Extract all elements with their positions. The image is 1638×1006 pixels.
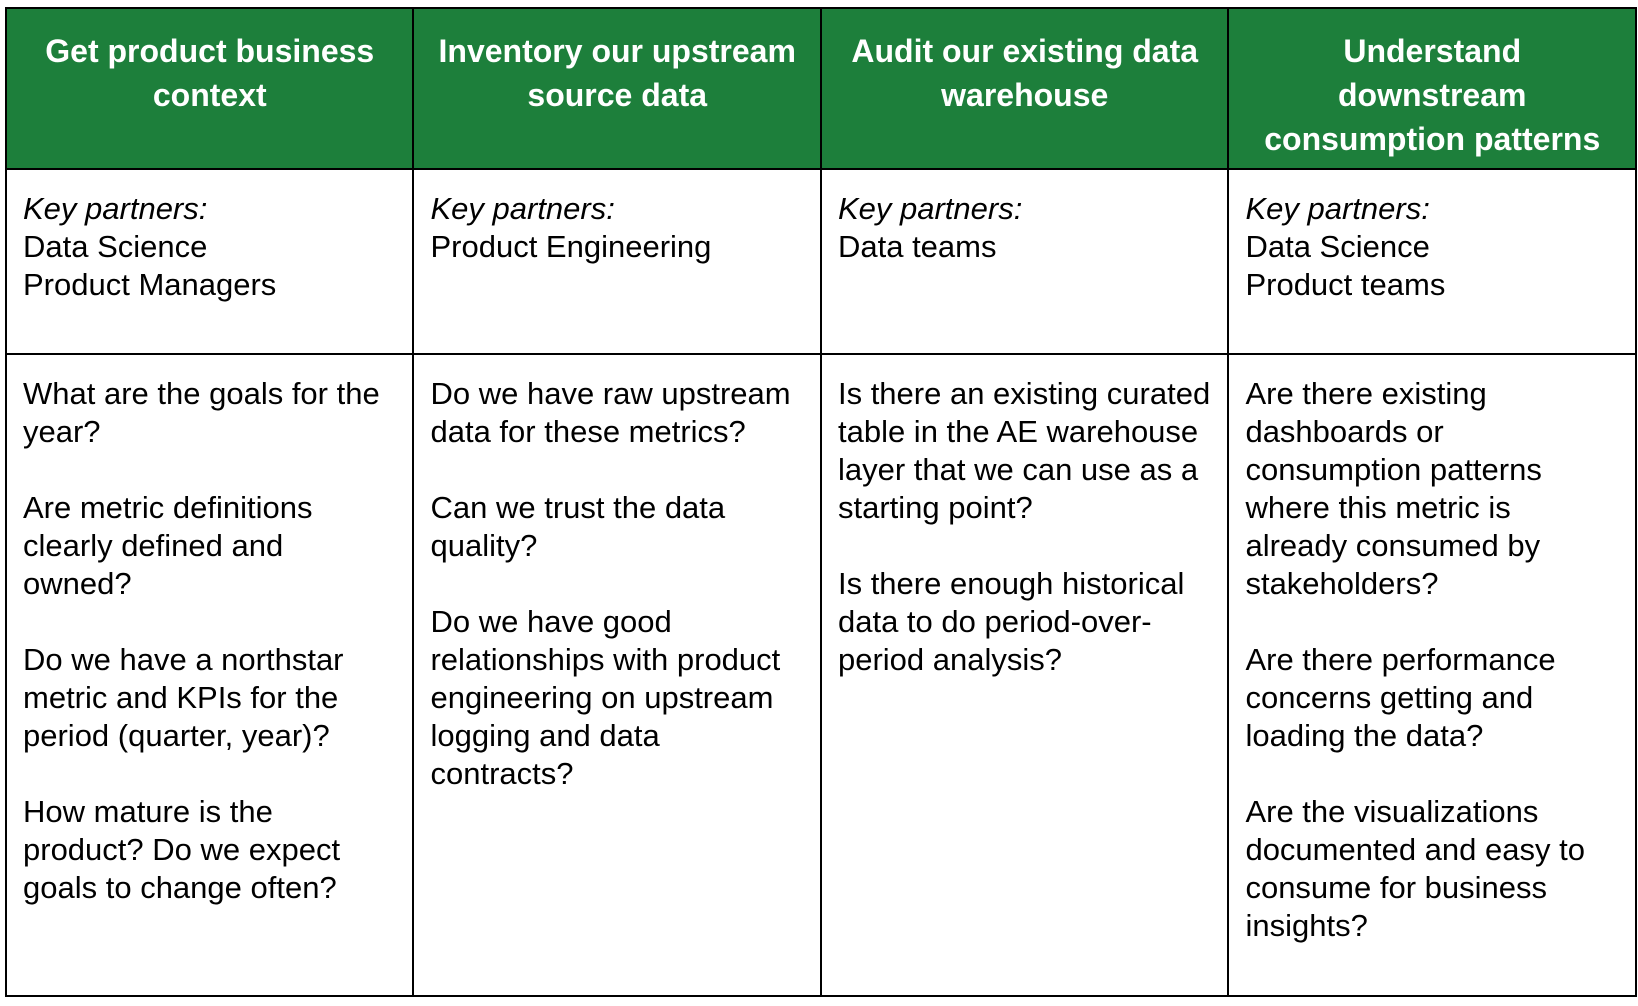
partner-name: Product Engineering xyxy=(430,229,712,264)
partners-label: Key partners: xyxy=(430,191,615,226)
header-cell-1 xyxy=(6,8,413,169)
question-text: Are there performance concerns getting and loading the data? xyxy=(1245,642,1556,753)
header-cell-3 xyxy=(821,8,1228,169)
planning-table xyxy=(5,7,1637,997)
partner-name: Data Science xyxy=(23,229,208,264)
partner-name: Product teams xyxy=(1245,267,1446,302)
question-text: Do we have good relationships with product engineering on upstream logging and data contracts? xyxy=(430,604,781,791)
column-header: Understand downstream consumption patterns xyxy=(1264,33,1601,157)
question-text: Do we have a northstar metric and KPIs for the period (quarter, year)? xyxy=(23,642,344,753)
questions-cell-2 xyxy=(413,354,820,996)
partners-cell-2 xyxy=(413,169,820,354)
question-text: Do we have raw upstream data for these metrics? xyxy=(430,376,791,449)
questions-cell-3 xyxy=(821,354,1228,996)
question-text: Are there existing dashboards or consumption patterns where this metric is already consumed by stakeholders? xyxy=(1245,376,1542,601)
question-text: How mature is the product? Do we expect goals to change often? xyxy=(23,794,341,905)
partner-name: Data teams xyxy=(837,229,997,264)
questions-cell-4 xyxy=(1228,354,1636,996)
partner-name: Data Science xyxy=(1245,229,1430,264)
partners-cell-3 xyxy=(821,169,1228,354)
question-text: Is there an existing curated table in the AE warehouse layer that we can use as a starting point? xyxy=(837,376,1211,525)
header-row xyxy=(6,8,1636,169)
question-text: What are the goals for the year? xyxy=(23,376,380,449)
partners-cell-1 xyxy=(6,169,413,354)
question-text: Can we trust the data quality? xyxy=(430,490,726,563)
question-text: Are the visualizations documented and easy to consume for business insights? xyxy=(1245,794,1585,943)
questions-cell-1 xyxy=(6,354,413,996)
partners-label: Key partners: xyxy=(837,191,1023,226)
column-header: Get product business context xyxy=(45,33,375,113)
partners-row xyxy=(6,169,1636,354)
column-header: Audit our existing data warehouse xyxy=(851,33,1199,113)
partners-label: Key partners: xyxy=(23,191,208,226)
question-text: Is there enough historical data to do period-over-period analysis? xyxy=(837,566,1185,677)
header-cell-2 xyxy=(413,8,820,169)
column-header: Inventory our upstream source data xyxy=(438,33,796,113)
partners-label: Key partners: xyxy=(1245,191,1430,226)
question-text: Are metric definitions clearly defined and owned? xyxy=(23,490,313,601)
partners-cell-4 xyxy=(1228,169,1636,354)
header-cell-4 xyxy=(1228,8,1636,169)
partner-name: Product Managers xyxy=(23,267,277,302)
questions-row xyxy=(6,354,1636,996)
